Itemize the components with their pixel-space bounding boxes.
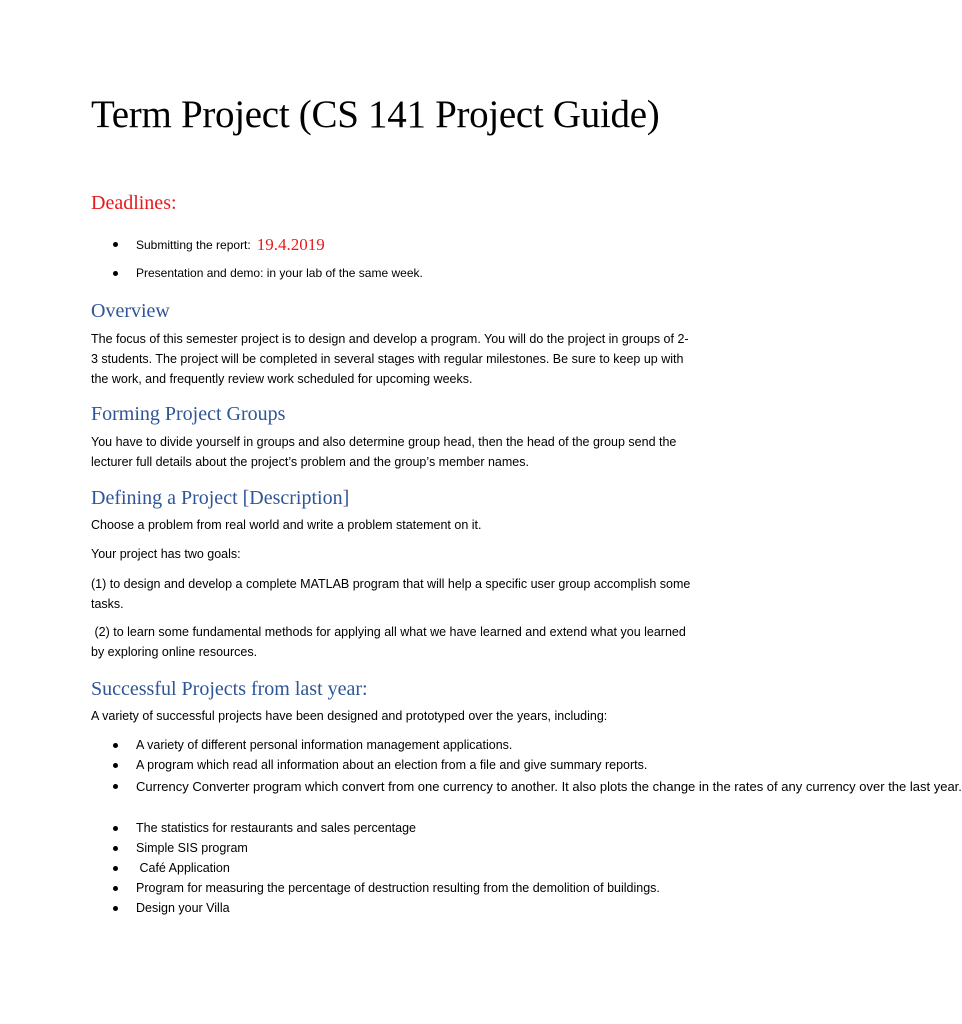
- successful-intro: A variety of successful projects have been designed and prototyped over the years, including:: [91, 709, 608, 723]
- project-item: A program which read all information about an election from a file and give summary reports.: [136, 758, 648, 772]
- project-item: Design your Villa: [136, 901, 230, 915]
- bullet-icon: [113, 906, 118, 911]
- defining-goal-1: (1) to design and develop a complete MATLAB program that will help a specific user group accomplish some tasks.: [91, 577, 691, 611]
- bullet-icon: [113, 866, 118, 871]
- bullet-icon: [113, 743, 118, 748]
- bullet-icon: [113, 271, 118, 276]
- project-item: Program for measuring the percentage of destruction resulting from the demolition of buildings.: [136, 881, 660, 895]
- bullet-icon: [113, 242, 118, 247]
- project-item: Café Application: [136, 861, 230, 875]
- deadline-label: Presentation and demo: in your lab of the same week.: [136, 266, 423, 280]
- deadline-label: Submitting the report:: [136, 238, 251, 252]
- defining-project-heading: Defining a Project [Description]: [91, 487, 350, 509]
- overview-paragraph: The focus of this semester project is to design and develop a program. You will do the project in groups of 2-3 students. The project will be completed in several stages with regular milestones. Be sure to keep up with the work, and frequently review work scheduled for upcoming weeks.: [91, 332, 689, 386]
- deadlines-heading: Deadlines:: [91, 192, 177, 214]
- overview-heading: Overview: [91, 300, 170, 322]
- defining-paragraph-2: Your project has two goals:: [91, 547, 241, 561]
- bullet-icon: [113, 846, 118, 851]
- project-item: The statistics for restaurants and sales percentage: [136, 821, 417, 835]
- project-item: Simple SIS program: [136, 841, 248, 855]
- forming-groups-heading: Forming Project Groups: [91, 403, 286, 425]
- bullet-icon: [113, 784, 118, 789]
- bullet-icon: [113, 763, 118, 768]
- bullet-icon: [113, 886, 118, 891]
- bullet-icon: [113, 826, 118, 831]
- forming-groups-paragraph: You have to divide yourself in groups and also determine group head, then the head of the group send the lecturer full details about the project’s problem and the group’s member names.: [91, 435, 677, 469]
- document-title: Term Project (CS 141 Project Guide): [91, 93, 660, 136]
- deadline-date: 19.4.2019: [256, 235, 325, 254]
- project-item: Currency Converter program which convert from one currency to another. It also plots the change in the rates of any currency over the last year.: [136, 779, 962, 794]
- defining-paragraph-1: Choose a problem from real world and write a problem statement on it.: [91, 518, 482, 532]
- defining-goal-2: (2) to learn some fundamental methods for applying all what we have learned and extend what you learned by exploring online resources.: [91, 625, 690, 659]
- successful-projects-heading: Successful Projects from last year:: [91, 678, 368, 700]
- project-item: A variety of different personal information management applications.: [136, 738, 513, 752]
